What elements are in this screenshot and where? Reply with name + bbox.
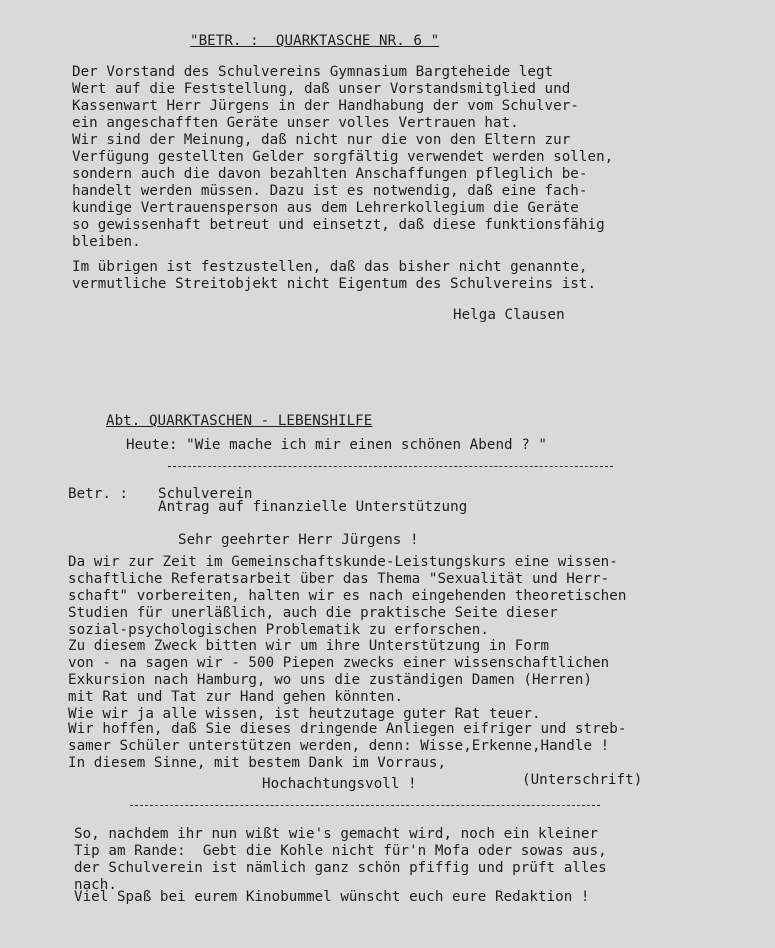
letter-line: bleiben. <box>72 234 141 250</box>
body-line: Da wir zur Zeit im Gemeinschaftskunde-Leistungskurs eine wissen- <box>68 554 618 570</box>
body-line: schaft" vorbereiten, halten wir es nach eingehenden theoretischen <box>68 588 627 604</box>
letter-line: Der Vorstand des Schulvereins Gymnasium Bargteheide legt <box>72 64 554 80</box>
betr-label: Betr. : <box>68 486 129 502</box>
body-line: mit Rat und Tat zur Hand gehen könnten. <box>68 689 404 705</box>
body-line: sozial-psychologischen Problematik zu erforschen. <box>68 622 489 638</box>
footer-line: der Schulverein ist nämlich ganz schön pfiffig und prüft alles <box>74 860 607 876</box>
closing: Hochachtungsvoll ! <box>262 776 417 792</box>
body-line: von - na sagen wir - 500 Piepen zwecks einer wissenschaftlichen <box>68 655 610 671</box>
footer-line: Viel Spaß bei eurem Kinobummel wünscht euch eure Redaktion ! <box>74 889 590 905</box>
letter-line: so gewissenhaft betreut und einsetzt, daß diese funktionsfähig <box>72 217 605 233</box>
footer-line: Tip am Rande: Gebt die Kohle nicht für'n Mofa oder sowas aus, <box>74 843 607 859</box>
footer-line: nach. <box>74 877 117 893</box>
letter-line: kundige Vertrauensperson aus dem Lehrerkollegium die Geräte <box>72 200 579 216</box>
body-line: Wie wir ja alle wissen, ist heutzutage guter Rat teuer. <box>68 706 541 722</box>
section-heading: Abt. QUARKTASCHEN - LEBENSHILFE <box>106 413 373 429</box>
letter-line: Verfügung gestellten Gelder sorgfältig verwendet werden sollen, <box>72 149 614 165</box>
body-line: Zu diesem Zweck bitten wir um ihre Unterstützung in Form <box>68 638 550 654</box>
betr-line: Schulverein <box>158 486 253 502</box>
signature-placeholder: (Unterschrift) <box>522 772 643 788</box>
letter-line: sondern auch die davon bezahlten Anschaffungen pfleglich be- <box>72 166 588 182</box>
letter-signature: Helga Clausen <box>453 307 565 323</box>
letter-line: handelt werden müssen. Dazu ist es notwendig, daß eine fach- <box>72 183 588 199</box>
betr-line: Antrag auf finanzielle Unterstützung <box>158 499 468 515</box>
letter-line: Wir sind der Meinung, daß nicht nur die von den Eltern zur <box>72 132 571 148</box>
section-subheading: Heute: "Wie mache ich mir einen schönen Abend ? " <box>126 437 547 453</box>
body-line: Wir hoffen, daß Sie dieses dringende Anliegen eifriger und streb- <box>68 721 627 737</box>
footer-line: So, nachdem ihr nun wißt wie's gemacht wird, noch ein kleiner <box>74 826 599 842</box>
divider <box>168 466 613 467</box>
letter-line: Kassenwart Herr Jürgens in der Handhabung der vom Schulver- <box>72 98 579 114</box>
letter-line: Wert auf die Feststellung, daß unser Vorstandsmitglied und <box>72 81 571 97</box>
body-line: In diesem Sinne, mit bestem Dank im Vorraus, <box>68 755 447 771</box>
body-line: Exkursion nach Hamburg, wo uns die zuständigen Damen (Herren) <box>68 672 593 688</box>
letter-title: "BETR. : QUARKTASCHE NR. 6 " <box>190 33 440 49</box>
letter-line: Im übrigen ist festzustellen, daß das bisher nicht genannte, <box>72 259 588 275</box>
letter-line: ein angeschafften Geräte unser volles Vertrauen hat. <box>72 115 519 131</box>
divider <box>130 805 600 806</box>
body-line: Studien für unerläßlich, auch die praktische Seite dieser <box>68 605 558 621</box>
salutation: Sehr geehrter Herr Jürgens ! <box>178 532 419 548</box>
body-line: schaftliche Referatsarbeit über das Thema "Sexualität und Herr- <box>68 571 610 587</box>
body-line: samer Schüler unterstützen werden, denn: Wisse,Erkenne,Handle ! <box>68 738 610 754</box>
letter-line: vermutliche Streitobjekt nicht Eigentum des Schulvereins ist. <box>72 276 597 292</box>
